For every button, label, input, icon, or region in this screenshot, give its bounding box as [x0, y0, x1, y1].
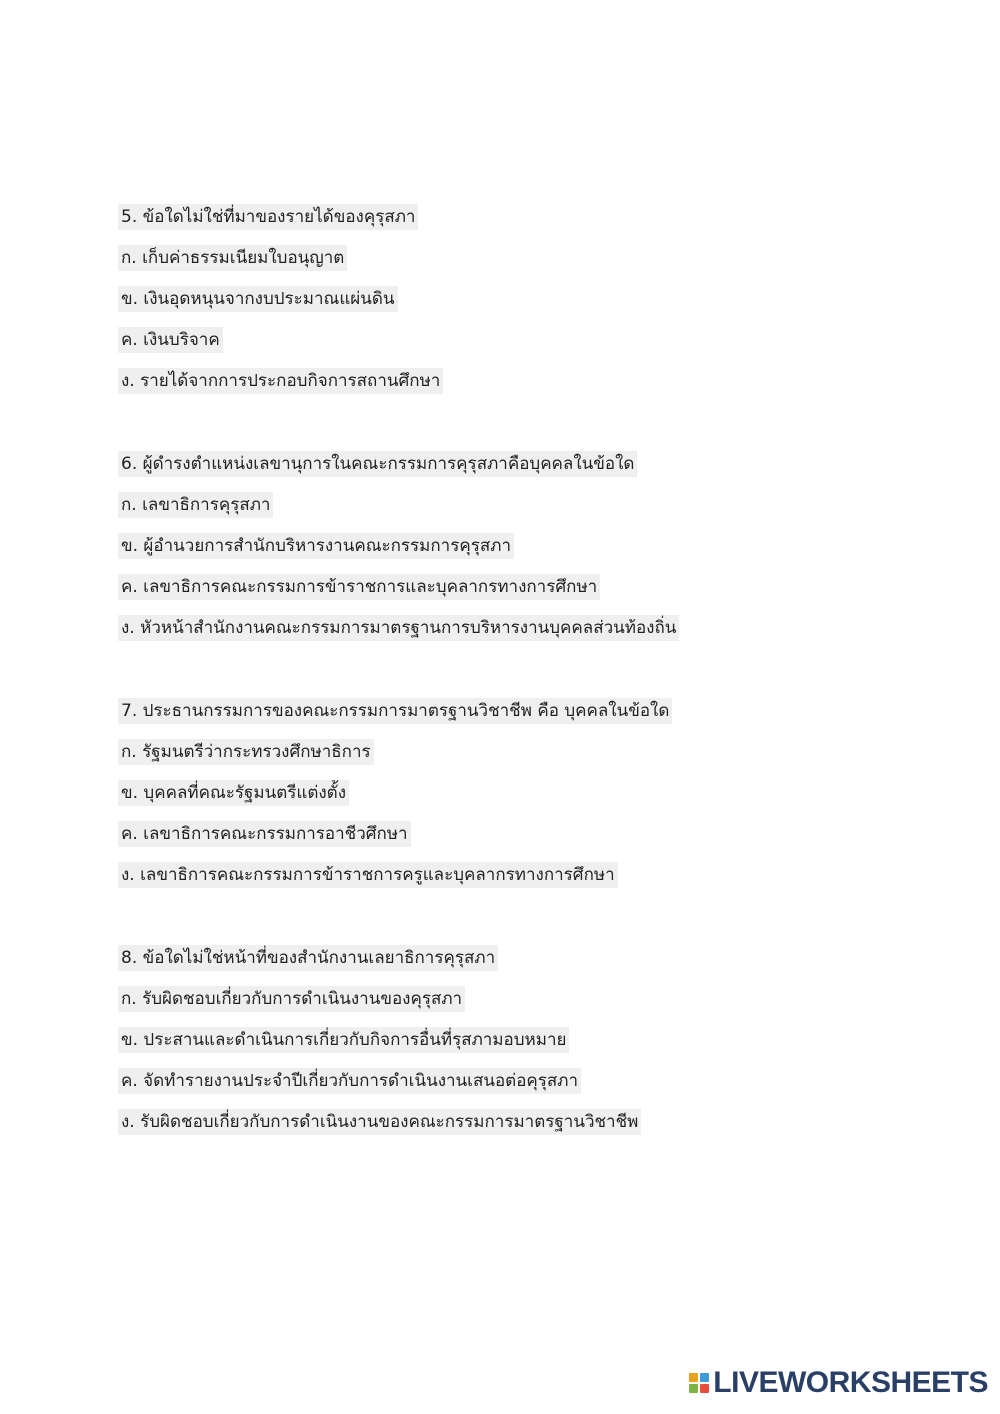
mark-square-4	[700, 1384, 709, 1393]
liveworksheets-logo	[689, 1366, 988, 1400]
question-5-option-a: ก. เก็บค่าธรรมเนียมใบอนุญาต	[118, 245, 347, 271]
question-7-option-c: ค. เลขาธิการคณะกรรมการอาชีวศึกษา	[118, 821, 411, 847]
question-5-option-c: ค. เงินบริจาค	[118, 327, 223, 353]
question-5-text: 5. ข้อใดไม่ใช่ที่มาของรายได้ของคุรุสภา	[118, 204, 418, 230]
question-6-option-d: ง. หัวหน้าสำนักงานคณะกรรมการมาตรฐานการบริหารงานบุคคลส่วนท้องถิ่น	[118, 615, 679, 641]
question-5-option-d: ง. รายได้จากการประกอบกิจการสถานศึกษา	[118, 368, 443, 394]
question-6-option-c: ค. เลขาธิการคณะกรรมการข้าราชการและบุคลากรทางการศึกษา	[118, 574, 600, 600]
question-7-option-a: ก. รัฐมนตรีว่ากระทรวงศึกษาธิการ	[118, 739, 374, 765]
question-8-option-b: ข. ประสานและดำเนินการเกี่ยวกับกิจการอื่นที่รุสภามอบหมาย	[118, 1027, 569, 1053]
question-7-option-b: ข. บุคคลที่คณะรัฐมนตรีแต่งตั้ง	[118, 780, 349, 806]
mark-square-2	[700, 1373, 709, 1382]
question-7-option-d: ง. เลขาธิการคณะกรรมการข้าราชการครูและบุคลากรทางการศึกษา	[118, 862, 618, 888]
question-6-text: 6. ผู้ดำรงตำแหน่งเลขานุการในคณะกรรมการคุรุสภาคือบุคคลในข้อใด	[118, 451, 637, 477]
mark-square-3	[689, 1384, 698, 1393]
question-6-option-b: ข. ผู้อำนวยการสำนักบริหารงานคณะกรรมการคุรุสภา	[118, 533, 514, 559]
mark-square-1	[689, 1373, 698, 1382]
question-8-option-a: ก. รับผิดชอบเกี่ยวกับการดำเนินงานของคุรุสภา	[118, 986, 465, 1012]
question-5-option-b: ข. เงินอุดหนุนจากงบประมาณแผ่นดิน	[118, 286, 398, 312]
brand-name: LIVEWORKSHEETS	[713, 1366, 988, 1399]
question-6-option-a: ก. เลขาธิการคุรุสภา	[118, 492, 273, 518]
question-8-text: 8. ข้อใดไม่ใช่หน้าที่ของสำนักงานเลยาธิการคุรุสภา	[118, 945, 498, 971]
question-7-text: 7. ประธานกรรมการของคณะกรรมการมาตรฐานวิชาชีพ คือ บุคคลในข้อใด	[118, 698, 672, 724]
question-8-option-c: ค. จัดทำรายงานประจำปีเกี่ยวกับการดำเนินงานเสนอต่อคุรุสภา	[118, 1068, 581, 1094]
liveworksheets-mark-icon	[689, 1373, 709, 1393]
question-8-option-d: ง. รับผิดชอบเกี่ยวกับการดำเนินงานของคณะกรรมการมาตรฐานวิชาชีพ	[118, 1109, 641, 1135]
